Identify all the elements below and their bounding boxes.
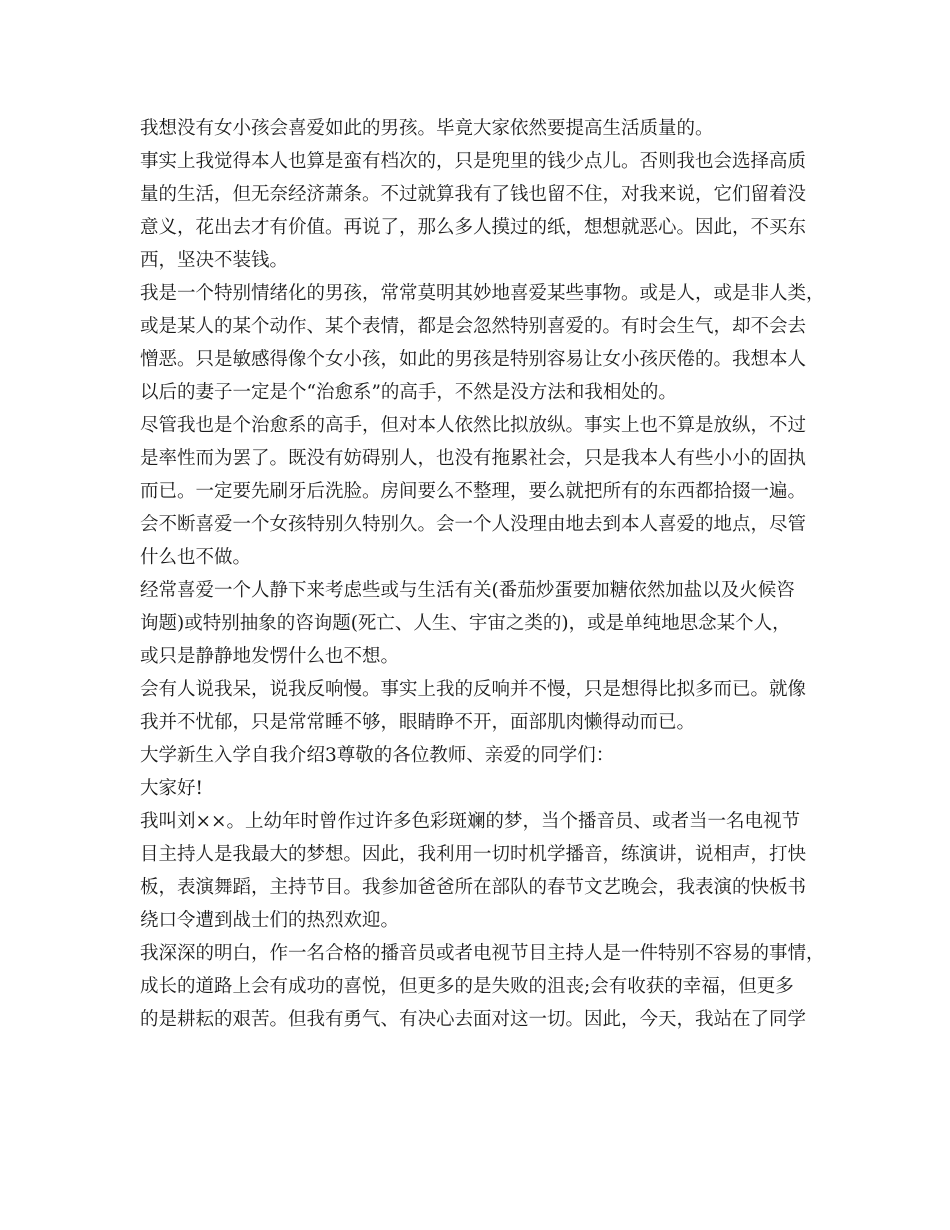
text-line: 是率性而为罢了。既没有妨碍别人，也没有拖累社会，只是我本人有些小小的固执 [140,448,807,469]
paragraph [140,805,830,937]
text-line: 我并不忧郁，只是常常睡不够，眼睛睁不开，面部肌肉懒得动而已。 [140,712,696,733]
text-line: 经常喜爱一个人静下来考虑些或与生活有关(番茄炒蛋要加糖依然加盐以及火候咨 [140,580,795,601]
document-body [140,112,830,1036]
text-line: 绕口令遭到战士们的热烈欢迎。 [140,910,400,931]
text-line: 会不断喜爱一个女孩特别久特别久。会一个人没理由地去到本人喜爱的地点，尽管 [140,514,807,535]
text-line: 西，坚决不装钱。 [140,250,289,271]
paragraph [140,508,830,574]
text-line: 我是一个特别情绪化的男孩，常常莫明其妙地喜爱某些事物。或是人，或是非人类， [140,283,825,304]
text-line: 成长的道路上会有成功的喜悦，但更多的是失败的沮丧;会有收获的幸福，但更多 [140,976,794,997]
text-line: 询题)或特别抽象的咨询题(死亡、人生、宇宙之类的)，或是单纯地思念某个人， [140,613,791,634]
text-line: 的是耕耘的艰苦。但我有勇气、有决心去面对这一切。因此，今天，我站在了同学 [140,1009,807,1030]
text-line: 而已。一定要先刷牙后洗脸。房间要么不整理，要么就把所有的东西都拾掇一遍。 [140,481,807,502]
text-line: 会有人说我呆，说我反响慢。事实上我的反响并不慢，只是想得比拟多而已。就像 [140,679,807,700]
text-line: 什么也不做。 [140,547,252,568]
text-line: 憎恶。只是敏感得像个女小孩，如此的男孩是特别容易让女小孩厌倦的。我想本人 [140,349,807,370]
paragraph [140,145,830,277]
paragraph [140,673,830,739]
text-line: 大家好! [140,778,203,799]
text-line: 目主持人是我最大的梦想。因此，我利用一切时机学播音，练演讲，说相声，打快 [140,844,807,865]
text-line: 我深深的明白，作一名合格的播音员或者电视节目主持人是一件特别不容易的事情， [140,943,825,964]
text-line: 或是某人的某个动作、某个表情，都是会忽然特别喜爱的。有时会生气，却不会去 [140,316,807,337]
text-line: 意义，花出去才有价值。再说了，那么多人摸过的纸，想想就恶心。因此，不买东 [140,217,807,238]
text-line: 量的生活，但无奈经济萧条。不过就算我有了钱也留不住，对我来说，它们留着没 [140,184,807,205]
paragraph [140,409,830,508]
paragraph [140,937,830,1036]
text-line: 或只是静静地发愣什么也不想。 [140,646,400,667]
text-line: 板，表演舞蹈，主持节目。我参加爸爸所在部队的春节文艺晚会，我表演的快板书 [140,877,807,898]
text-line: 大学新生入学自我介绍3尊敬的各位教师、亲爱的同学们： [140,745,615,766]
paragraph [140,574,830,673]
text-line: 尽管我也是个治愈系的高手，但对本人依然比拟放纵。事实上也不算是放纵，不过 [140,415,807,436]
paragraph [140,277,830,409]
paragraph [140,112,830,145]
text-line: 我叫刘××。上幼年时曾作过许多色彩斑斓的梦，当个播音员、或者当一名电视节 [140,811,801,832]
paragraph [140,772,830,805]
text-line: 我想没有女小孩会喜爱如此的男孩。毕竟大家依然要提高生活质量的。 [140,118,714,139]
text-line: 以后的妻子一定是个“治愈系”的高手，不然是没方法和我相处的。 [140,382,677,403]
text-line: 事实上我觉得本人也算是蛮有档次的，只是兜里的钱少点儿。否则我也会选择高质 [140,151,807,172]
paragraph [140,739,830,772]
